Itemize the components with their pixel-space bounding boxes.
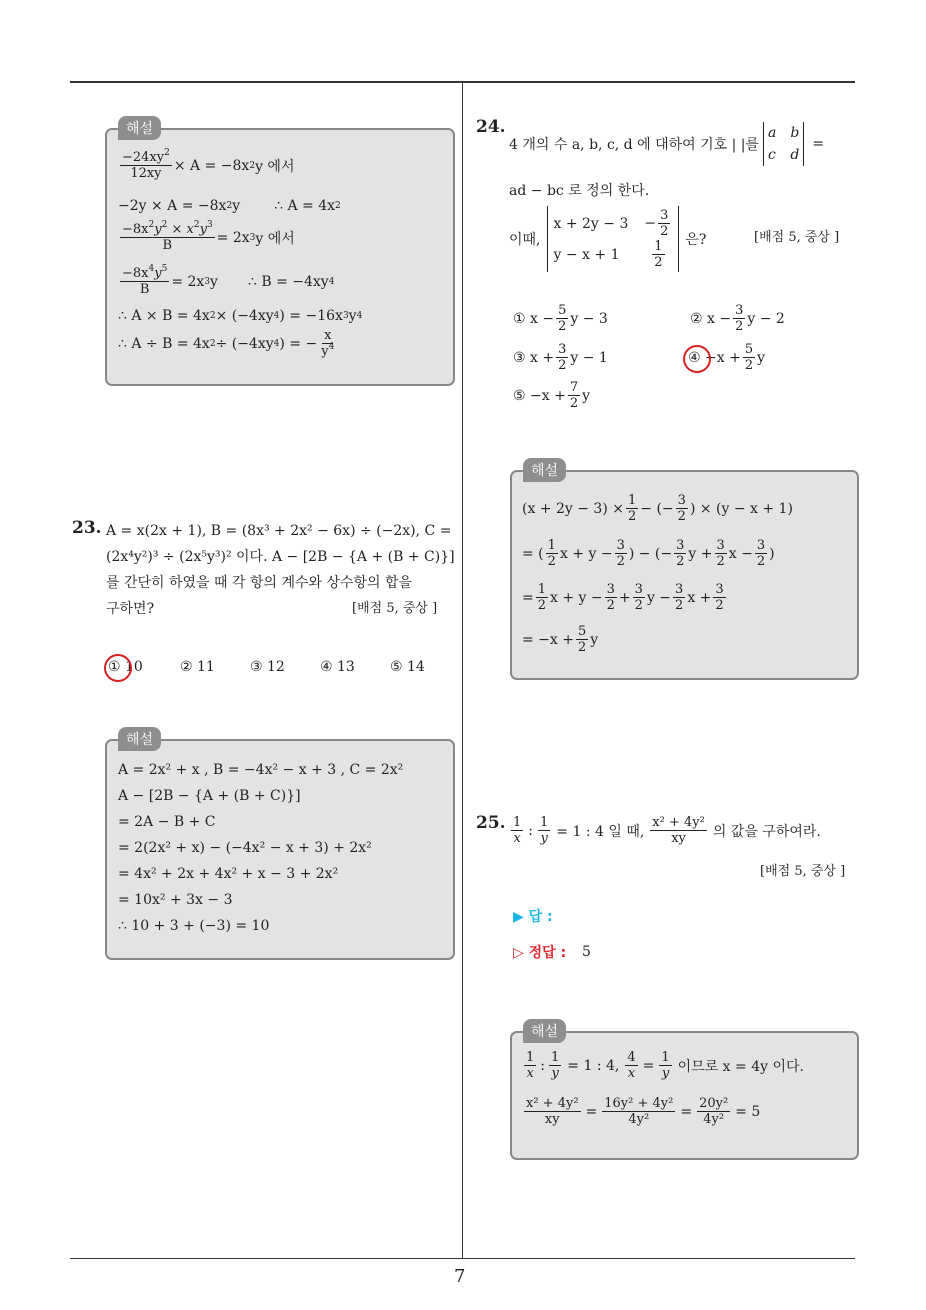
sol24-line-2: = ( $\frac{1}{2}$ x + y − $\frac{3}{2}$ ) − (− $\frac{3}{2}$ y + $\frac{3}{2}$ x − $\frac{3}{2}$ ) xyxy=(522,538,775,569)
bottom-rule xyxy=(70,1258,855,1259)
q24-choice-1[interactable]: ① x − $\frac{5}{2}$ y − 3 xyxy=(513,303,608,334)
sol23-line-2: A − [2B − {A + (B + C)}] xyxy=(118,788,301,804)
sol24-line-3: = $\frac{1}{2}$ x + y − $\frac{3}{2}$ + $\frac{3}{2}$ y − $\frac{3}{2}$ x + $\frac{3}{2}$ xyxy=(522,582,724,613)
sol23-line-1: A = 2x² + x , B = −4x² − x + 3 , C = 2x² xyxy=(118,762,404,778)
page-number: 7 xyxy=(454,1266,466,1287)
question-23-meta: [배점 5, 중상 ] xyxy=(352,601,438,616)
answer-label: ▶ 답 : xyxy=(513,909,553,925)
question-25-meta: [배점 5, 중상 ] xyxy=(760,864,846,879)
question-23-line-1: A = x(2x + 1), B = (8x³ + 2x² − 6x) ÷ (−2x), C = xyxy=(106,523,452,539)
sol22-line-4: $\frac{-8x^4y^5}{B}$ = 2x 3 y ∴ B = −4xy 4 xyxy=(122,264,335,297)
q24-choice-2[interactable]: ② x − $\frac{3}{2}$ y − 2 xyxy=(690,303,785,334)
q23-choice-3[interactable]: ③ 12 xyxy=(250,659,285,675)
sol22-line-5: ∴ A × B = 4x 2 × (−4xy 4 ) = −16x 3 y 4 xyxy=(118,308,363,324)
solution-tag: 해설 xyxy=(523,458,566,482)
correct-answer-label: ▷ 정답 : xyxy=(513,945,567,961)
sol23-line-5: = 4x² + 2x + 4x² + x − 3 + 2x² xyxy=(118,866,339,882)
question-23-line-3: 를 간단히 하였을 때 각 항의 계수와 상수항의 합을 xyxy=(106,575,413,591)
question-24-meta: [배점 5, 중상 ] xyxy=(754,230,840,245)
sol25-line-2: $\frac{\text{x² + 4y²}}{xy}$ = $\frac{\text{16y² + 4y²}}{\text{4y²}}$ = $\frac{\text{20y²}}{\text{4y²}}$ = 5 xyxy=(526,1096,761,1127)
question-24-line-2: ad − bc 로 정의 한다. xyxy=(509,183,650,199)
q24-choice-5[interactable]: ⑤ −x + $\frac{7}{2}$ y xyxy=(513,380,591,411)
question-number-25: 25. xyxy=(476,813,506,833)
question-23-line-2: (2x⁴y²)³ ÷ (2x⁵y³)² 이다. A − [2B − {A + (B + C)}] xyxy=(106,549,455,565)
sol23-line-4: = 2(2x² + x) − (−4x² − x + 3) + 2x² xyxy=(118,840,372,856)
q23-choice-5[interactable]: ⑤ 14 xyxy=(390,659,425,675)
question-number-24: 24. xyxy=(476,117,506,137)
sol23-line-3: = 2A − B + C xyxy=(118,814,216,830)
solution-tag: 해설 xyxy=(118,116,161,140)
answer-mark-circle xyxy=(104,654,132,682)
solution-tag: 해설 xyxy=(523,1019,566,1043)
q24-choice-4[interactable]: ④ −x + $\frac{5}{2}$ y xyxy=(688,342,766,373)
question-24-line-1: 4 개의 수 a, b, c, d 에 대하여 기호 | |를 a c b d = xyxy=(509,122,824,166)
q23-choice-2[interactable]: ② 11 xyxy=(180,659,215,675)
sol22-line-6: ∴ A ÷ B = 4x 2 ÷ (−4xy 4 ) = − $\frac{x}{y^4}$ xyxy=(118,328,335,359)
column-divider xyxy=(462,83,463,1259)
q23-choice-4[interactable]: ④ 13 xyxy=(320,659,355,675)
question-23-line-4: 구하면? xyxy=(106,601,155,617)
correct-answer-value: 5 xyxy=(582,944,591,960)
sol23-line-6: = 10x² + 3x − 3 xyxy=(118,892,233,908)
solution-tag: 해설 xyxy=(118,727,161,751)
question-number-23: 23. xyxy=(72,518,102,538)
sol23-line-7: ∴ 10 + 3 + (−3) = 10 xyxy=(118,918,270,934)
sol24-line-4: = −x + $\frac{5}{2}$ y xyxy=(522,624,599,655)
q23-choice-1[interactable]: ① 10 xyxy=(108,659,143,675)
answer-mark-circle xyxy=(683,345,711,373)
question-25-line-1: $\frac{1}{x}$ : $\frac{1}{y}$ = 1 : 4 일 때, $\frac{\text{x² + 4y²}}{xy}$ 의 값을 구하여라. xyxy=(513,815,821,846)
sol25-line-1: $\frac{1}{x}$ : $\frac{1}{y}$ = 1 : 4, $\frac{4}{x}$ = $\frac{1}{y}$ 이므로 x = 4y 이다. xyxy=(526,1050,804,1081)
sol22-line-3: $\frac{-8x^2y^2 \times x^2y^3}{B}$ = 2x 3 y 에서 xyxy=(122,220,295,253)
sol22-line-2: −2y × A = −8x 2 y ∴ A = 4x 2 xyxy=(118,198,341,214)
sol22-line-1: $\frac{-24xy^2}{12xy}$ × A = −8x 2 y 에서 xyxy=(122,148,295,181)
sol24-line-1: (x + 2y − 3) × $\frac{1}{2}$ − (− $\frac{3}{2}$ ) × (y − x + 1) xyxy=(522,493,793,524)
q24-choice-3[interactable]: ③ x + $\frac{3}{2}$ y − 1 xyxy=(513,342,608,373)
answer-input[interactable] xyxy=(580,904,800,926)
question-24-line-3: 이때, x + 2y − 3 y − x + 1 − $\frac{3}{2}$ $\frac{1}{2}$ 은? xyxy=(509,208,707,270)
